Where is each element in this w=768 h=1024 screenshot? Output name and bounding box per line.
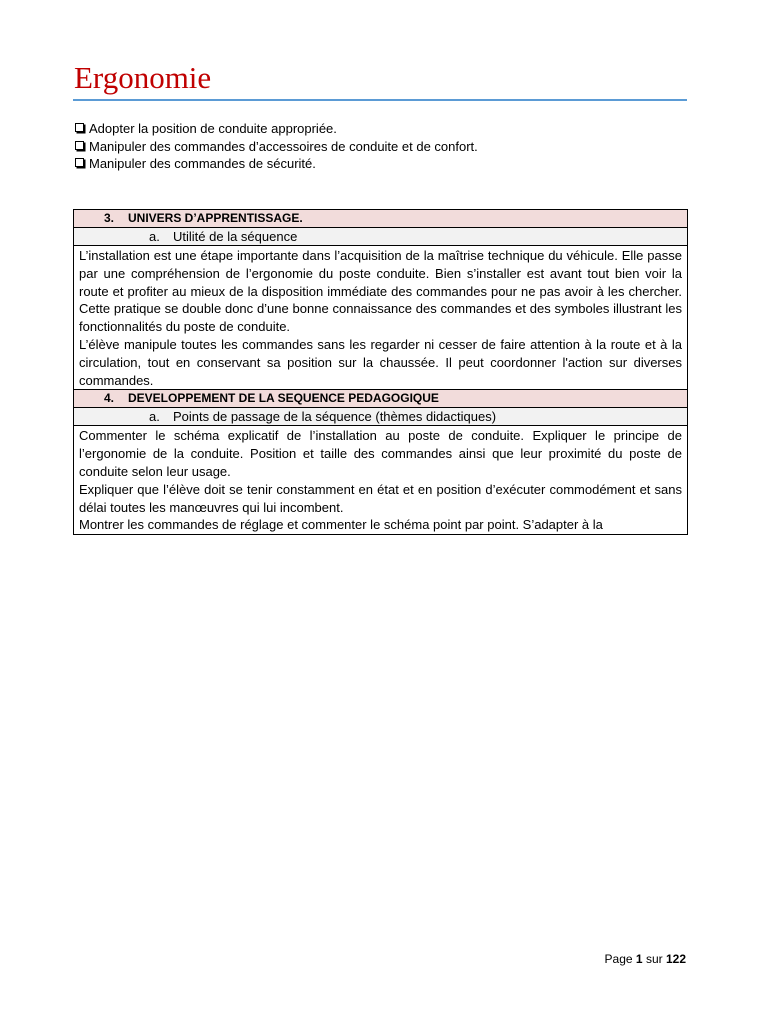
page-footer [605, 952, 686, 966]
section-4-heading-row [74, 390, 687, 408]
title-underline [73, 99, 687, 101]
checkbox-icon [75, 123, 84, 132]
footer-of-word: sur [645, 952, 663, 966]
body-paragraph: Commenter le schéma explicatif de l’installation au poste de conduite. Expliquer le principe de l’ergonomie de la conduite. Position et taille des commandes ainsi que leur proximité du poste de conduite selon leur usage. [79, 428, 682, 479]
section-number: 3. [104, 211, 115, 225]
subsection-letter: a. [149, 409, 160, 425]
section-heading: DEVELOPPEMENT DE LA SEQUENCE PEDAGOGIQUE [128, 391, 439, 406]
footer-total-pages: 122 [665, 952, 686, 966]
objective-text: Manipuler des commandes de sécurité. [89, 156, 316, 171]
subsection-letter: a. [149, 229, 160, 244]
section-4-body [74, 426, 687, 534]
sequence-table [73, 209, 688, 535]
body-paragraph: L’installation est une étape importante dans l’acquisition de la maîtrise technique du véhicule. Elle passe par une compréhension de l’ergonomie du poste conduite. Bien s’installer est avant tout bien voir la route et profiter au mieux de la disposition immédiate des commandes pour ne pas avoir à les chercher. Cette pratique se double donc d’une bonne connaissance des commandes et des symboles illustrant les fonctionnalités du poste de conduite. [79, 248, 682, 335]
objectives-list [75, 120, 695, 173]
objective-item [75, 138, 695, 156]
footer-page-word: Page [604, 952, 633, 966]
checkbox-icon [75, 158, 84, 167]
footer-page-number: 1 [635, 952, 643, 966]
objective-item [75, 120, 695, 138]
subsection-heading: Utilité de la séquence [173, 229, 298, 244]
page-title: Ergonomie [74, 60, 212, 95]
section-3-subheading-row [74, 228, 687, 246]
objective-text: Adopter la position de conduite appropriée. [89, 121, 337, 136]
objective-text: Manipuler des commandes d’accessoires de conduite et de confort. [89, 138, 478, 154]
subsection-heading: Points de passage de la séquence (thèmes didactiques) [173, 409, 497, 425]
checkbox-icon [75, 141, 84, 150]
objective-item [75, 155, 695, 173]
section-number: 4. [104, 391, 115, 406]
body-paragraph: Montrer les commandes de réglage et commenter le schéma point par point. S’adapter à la [79, 517, 603, 533]
section-4-subheading-row [74, 408, 687, 426]
section-3-body [74, 246, 687, 390]
body-paragraph: Expliquer que l’élève doit se tenir constamment en état et en position d’exécuter commodément et sans délai toutes les manœuvres qui lui incombent. [79, 481, 682, 515]
section-3-heading-row [74, 210, 687, 228]
body-paragraph: L’élève manipule toutes les commandes sans les regarder ni cesser de faire attention à la route et à la circulation, tout en conservant sa position sur la chaussée. Il peut coordonner l'action sur diverses commandes. [79, 336, 682, 388]
section-heading: UNIVERS D’APPRENTISSAGE. [128, 211, 303, 225]
